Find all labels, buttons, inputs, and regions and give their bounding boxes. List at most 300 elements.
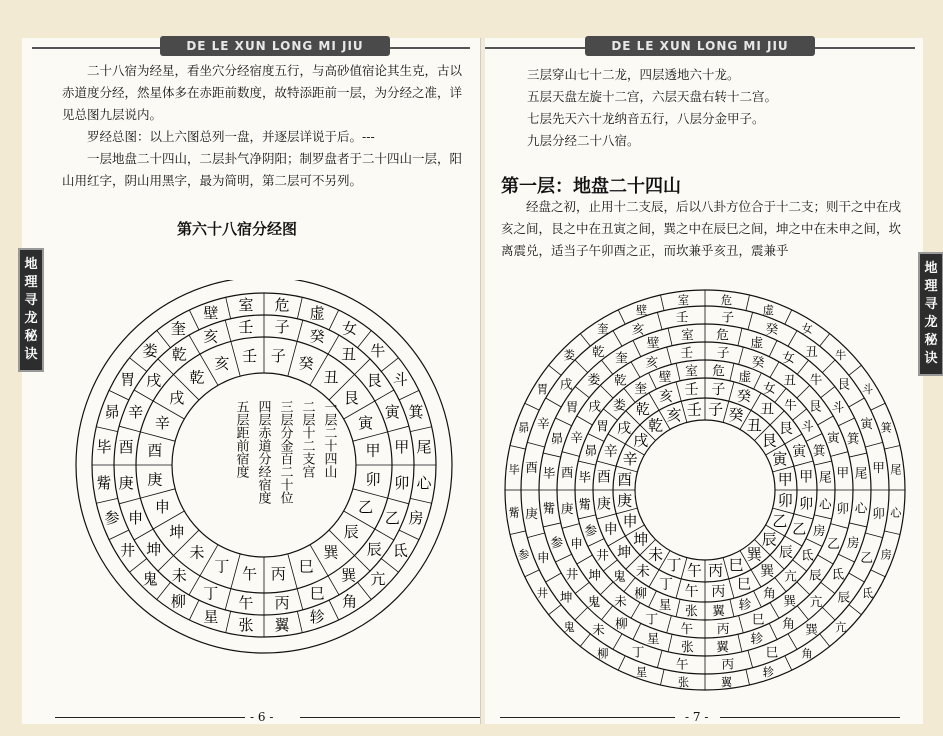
compass-divider [549,365,562,375]
compass-divider [748,312,753,329]
compass-label: 午 [238,593,254,612]
compass-label: 寅 [860,416,873,432]
compass-divider [631,362,640,378]
compass-label: 虚 [309,304,325,323]
footer-rule [500,717,675,718]
compass-label: 参 [584,522,598,538]
compass-label: 申 [603,522,618,539]
compass-label: 丑 [805,344,818,360]
compass-divider [140,432,175,441]
compass-label: 乾 [592,344,605,360]
compass-divider [134,529,153,540]
compass-label: 丑 [341,345,357,364]
compass-label: 亢 [784,568,797,584]
compass-label: 未 [592,621,605,637]
compass-divider [600,582,613,595]
compass-label: 轸 [762,666,775,680]
compass-label: 坤 [146,540,162,559]
compass-label: 斗 [861,382,874,396]
compass-label: 张 [685,603,698,619]
compass-label: 午 [684,584,699,601]
compass-divider [865,442,882,447]
compass-label: 亥 [214,354,230,373]
header-rule-right-2 [815,47,915,49]
page-number: - 7 - [685,710,709,724]
compass-divider [140,489,175,498]
compass-divider [358,331,372,348]
compass-center-text: 四层赤道分经宿度 [255,400,271,504]
compass-label: 巽 [323,543,339,562]
compass-label: 角 [342,592,358,611]
compass-divider [818,416,834,425]
compass-divider [119,498,140,504]
page-number: - 6 - [250,710,274,724]
compass-divider [388,426,409,432]
compass-divider [157,331,171,348]
compass-label: 角 [801,647,813,661]
compass-divider [849,365,862,375]
compass-divider [729,382,734,401]
compass-center-text: 五层距前宿度 [233,400,249,478]
compass-divider [769,623,777,639]
compass-label: 翼 [274,615,290,634]
compass-label: 轸 [738,597,752,613]
compass-label: 乾 [171,345,187,364]
header-rule-right [485,47,585,49]
compass-divider [660,295,664,311]
compass-label: 子 [716,345,730,361]
compass-label: 癸 [298,354,314,373]
compass-divider [96,498,117,503]
section-title: 第一层：地盘二十四山 [501,176,681,197]
compass-label: 申 [537,549,550,565]
compass-label: 乙 [860,549,873,565]
compass-divider [814,461,832,465]
compass-divider [806,539,822,547]
compass-diagram [74,280,474,660]
compass-label: 房 [880,548,892,562]
compass-label: 井 [565,566,579,582]
compass-divider [794,514,813,519]
compass-label: 乙 [792,522,807,539]
compass-label: 箕 [880,421,892,435]
compass-label: 昴 [104,402,120,421]
compass-divider [633,340,641,356]
compass-divider [375,529,394,540]
compass-divider [231,341,240,376]
compass-label: 毕 [542,465,556,481]
compass-label: 亢 [835,620,847,634]
compass-label: 女 [782,350,795,366]
compass-label: 轸 [309,607,325,626]
list-line: 九层分经二十八宿。 [527,133,640,148]
compass-divider [676,599,680,617]
compass-label: 柳 [634,585,647,601]
compass-label: 艮 [778,420,793,437]
right-body [501,196,905,262]
compass-label: 戌 [617,420,632,437]
compass-label: 戌 [588,398,602,414]
compass-divider [821,582,835,593]
compass-divider [288,554,297,589]
compass-divider [189,335,200,354]
compass-label: 丙 [716,620,730,636]
compass-label: 乙 [827,536,840,552]
compass-label: 心 [854,500,868,516]
compass-label: 氐 [801,547,814,563]
compass-divider [613,634,622,650]
compass-label: 心 [818,496,832,512]
compass-label: 亥 [203,327,219,346]
compass-label: 丁 [203,584,219,603]
footer-rule [720,717,900,718]
compass-divider [618,656,625,670]
compass-divider [588,434,604,442]
compass-label: 尾 [416,437,432,456]
compass-divider [562,524,579,529]
compass-label: 壁 [658,368,672,384]
compass-label: 坤 [633,530,649,549]
compass-label: 壬 [686,400,702,419]
compass-label: 室 [681,326,694,342]
compass-label: 角 [763,585,776,601]
compass-divider [597,514,616,519]
compass-label: 辰 [778,545,793,562]
compass-label: 甲 [872,460,885,476]
compass-label: 坤 [617,545,632,562]
side-tab-left: 地 理 寻 龙 秘 诀 [18,248,44,372]
compass-divider [226,297,231,318]
compass-divider [189,576,200,595]
compass-divider [578,461,596,465]
compass-label: 辛 [154,413,170,432]
compass-label: 午 [680,620,694,636]
compass-label: 乾 [189,368,205,387]
compass-label: 鬼 [142,569,158,588]
compass-divider [527,533,544,538]
compass-divider [754,591,762,607]
compass-label: 庚 [560,501,574,517]
compass-divider [676,579,681,598]
compass-label: 井 [120,541,136,560]
compass-label: 室 [685,362,698,378]
compass-divider [231,554,240,589]
compass-label: 翼 [712,603,725,619]
compass-label: 戌 [146,371,162,390]
compass-label: 辛 [603,443,618,460]
compass-label: 胃 [536,382,549,396]
compass-label: 女 [801,322,813,336]
compass-divider [770,362,779,378]
compass-label: 壁 [635,303,648,317]
compass-label: 娄 [613,397,626,413]
compass-divider [410,427,431,432]
compass-divider [562,452,579,457]
compass-divider [602,606,613,620]
compass-divider [649,373,657,389]
compass-label: 辛 [570,429,583,445]
compass-label: 辛 [537,416,550,432]
compass-label: 室 [677,294,690,308]
compass-label: 辛 [128,402,144,421]
compass-label: 子 [274,318,290,337]
compass-divider [865,533,882,538]
compass-divider [602,360,613,374]
compass-label: 甲 [836,464,850,480]
compass-label: 未 [189,543,205,562]
compass-divider [580,334,590,347]
compass-label: 壬 [675,309,689,325]
compass-label: 翼 [720,675,733,689]
compass-label: 艮 [808,398,822,414]
compass-divider [797,360,808,374]
compass-label: 娄 [587,371,601,387]
compass-label: 鬼 [613,568,626,584]
compass-divider [96,427,117,432]
compass-label: 星 [203,607,219,626]
side-tab-right: 地 理 寻 龙 秘 诀 [918,252,943,376]
compass-divider [575,387,589,398]
compass-label: 庚 [617,491,633,510]
compass-divider [588,539,604,547]
compass-label: 申 [128,509,144,528]
compass-label: 庚 [118,474,134,493]
compass-label: 井 [536,587,549,601]
compass-divider [225,589,231,610]
compass-label: 危 [712,362,725,378]
compass-divider [328,335,339,354]
compass-label: 丑 [746,416,762,435]
compass-divider [797,582,810,595]
compass-label: 轸 [750,631,764,647]
compass-divider [821,387,835,398]
compass-label: 申 [154,498,170,517]
compass-label: 辛 [622,450,638,469]
compass-divider [543,523,561,527]
compass-divider [388,498,409,504]
compass-label: 奎 [615,350,628,366]
header-rule-left-2 [390,47,470,49]
compass-divider [797,606,808,620]
compass-label: 壬 [242,346,258,365]
compass-divider [575,360,588,373]
footer-rule [55,717,245,718]
compass-label: 丙 [274,593,290,612]
compass-label: 丑 [323,368,339,387]
compass-label: 觜 [578,496,592,512]
compass-divider [109,390,129,400]
compass-divider [818,555,834,564]
compass-label: 参 [518,548,530,562]
compass-divider [555,418,571,426]
compass-label: 亥 [645,354,659,370]
compass-divider [746,295,750,311]
compass-label: 丁 [645,611,659,627]
list-line: 七层先天六十龙纳音五行，八层分金甲子。 [527,111,765,126]
compass-label: 庚 [596,496,611,513]
compass-label: 尾 [818,469,832,485]
compass-label: 昴 [550,431,564,447]
compass-divider [134,390,153,401]
compass-divider [660,669,664,685]
compass-divider [849,573,865,582]
compass-label: 艮 [343,389,359,408]
compass-divider [667,616,672,633]
compass-label: 昴 [584,443,598,459]
compass-divider [668,328,672,346]
compass-divider [353,489,388,498]
running-header-right: DE LE XUN LONG MI JIU [585,36,815,56]
compass-label: 巽 [341,566,357,585]
compass-label: 癸 [737,388,752,405]
compass-label: 氐 [861,587,874,601]
compass-label: 酉 [525,460,538,476]
compass-divider [729,579,734,598]
compass-divider [820,634,830,647]
compass-divider [788,634,797,650]
compass-label: 星 [635,666,648,680]
compass-label: 卯 [394,474,410,493]
compass-label: 牛 [835,349,847,363]
compass-label: 丁 [666,555,682,574]
compass-label: 癸 [309,327,325,346]
compass-label: 虚 [738,368,752,384]
compass-divider [288,341,297,376]
compass-divider [748,650,753,667]
compass-label: 酉 [147,441,163,460]
compass-label: 甲 [394,437,410,456]
compass-divider [577,555,593,564]
full-compass-diagram [495,280,915,700]
compass-label: 牛 [809,371,823,387]
compass-center-text: 二层十二支宫 [299,400,315,478]
compass-label: 胃 [120,370,136,389]
compass-label: 箕 [408,402,424,421]
compass-divider [225,320,231,341]
compass-divider [543,453,561,457]
compass-label: 奎 [634,380,647,396]
compass-label: 卯 [777,491,793,510]
compass-divider [618,310,625,324]
compass-label: 壁 [203,304,219,323]
compass-divider [510,531,526,535]
compass-label: 虚 [750,334,764,350]
compass-center-text: 一层二十四山 [321,400,337,478]
compass-divider [667,347,672,364]
compass-label: 虚 [762,303,775,317]
compass-label: 庚 [525,505,538,521]
compass-label: 辰 [343,522,359,541]
compass-label: 坤 [169,522,185,541]
compass-divider [770,603,779,619]
compass-label: 寅 [358,413,374,432]
compass-divider [575,582,589,593]
compass-label: 丙 [270,565,286,584]
compass-label: 甲 [799,469,814,486]
compass-divider [109,530,129,540]
compass-label: 坤 [559,589,573,605]
compass-label: 亥 [658,388,673,405]
compass-divider [549,605,562,615]
compass-divider [525,570,539,577]
list-line: 三层穿山七十二龙，四层透地六十龙。 [527,67,740,82]
compass-label: 寅 [772,450,788,469]
compass-label: 昴 [518,421,530,435]
compass-label: 甲 [777,470,793,489]
compass-divider [375,390,394,401]
compass-label: 申 [622,511,638,530]
compass-label: 巽 [783,593,796,609]
compass-divider [297,297,302,318]
compass-divider [746,669,750,685]
compass-label: 娄 [142,342,158,361]
compass-label: 巳 [298,557,314,576]
compass-divider [649,591,657,607]
compass-label: 丙 [721,656,735,672]
compass-divider [871,403,885,410]
compass-label: 亥 [631,321,645,337]
compass-label: 子 [711,381,726,398]
compass-divider [814,515,832,519]
compass-label: 鬼 [563,620,575,634]
running-header-left: DE LE XUN LONG MI JIU [160,36,390,56]
compass-ring [635,420,775,560]
compass-divider [676,363,680,381]
compass-label: 壬 [684,381,699,398]
compass-label: 壁 [646,334,660,350]
compass-divider [399,390,419,400]
compass-label: 星 [658,597,672,613]
compass-label: 尾 [854,465,868,481]
compass-divider [797,385,810,398]
compass-label: 丑 [760,402,775,419]
compass-divider [527,442,544,447]
body-paragraph: 经盘之初，止用十二支辰，后以八卦方位合于十二支；则干之中在戌亥之间，艮之中在丑寅之间，巽之中在辰巳之间，坤之中在未申之间，坎离震兑，适当子午卯酉之正，而坎兼乎亥丑，震兼乎 [501,199,902,258]
compass-divider [730,363,734,381]
compass-label: 鬼 [587,594,601,610]
compass-label: 午 [242,565,258,584]
compass-label: 卯 [872,505,885,521]
compass-label: 戌 [633,431,649,450]
compass-divider [849,605,862,615]
compass-divider [358,582,372,599]
compass-label: 巽 [805,621,818,637]
compass-label: 庚 [147,470,163,489]
compass-divider [410,498,431,503]
compass-label: 乙 [358,498,374,517]
compass-center-text: 三层分金百二十位 [277,400,293,504]
compass-label: 箕 [846,431,860,447]
compass-label: 翼 [716,639,729,655]
compass-label: 酉 [596,469,611,486]
compass-label: 艮 [366,371,382,390]
list-line: 五层天盘左旋十二宫，六层天盘右转十二宫。 [527,89,778,104]
compass-divider [730,599,734,617]
compass-divider [785,310,792,324]
compass-label: 巳 [728,555,744,574]
compass-divider [849,523,867,527]
compass-label: 乙 [772,511,788,530]
compass-divider [657,312,662,329]
header-rule-left [32,47,162,49]
compass-label: 癸 [728,406,744,425]
compass-label: 午 [686,561,702,580]
compass-divider [297,611,302,632]
compass-label: 癸 [765,321,779,337]
compass-label: 丁 [658,577,673,594]
compass-divider [510,445,526,449]
compass-label: 亢 [809,594,823,610]
